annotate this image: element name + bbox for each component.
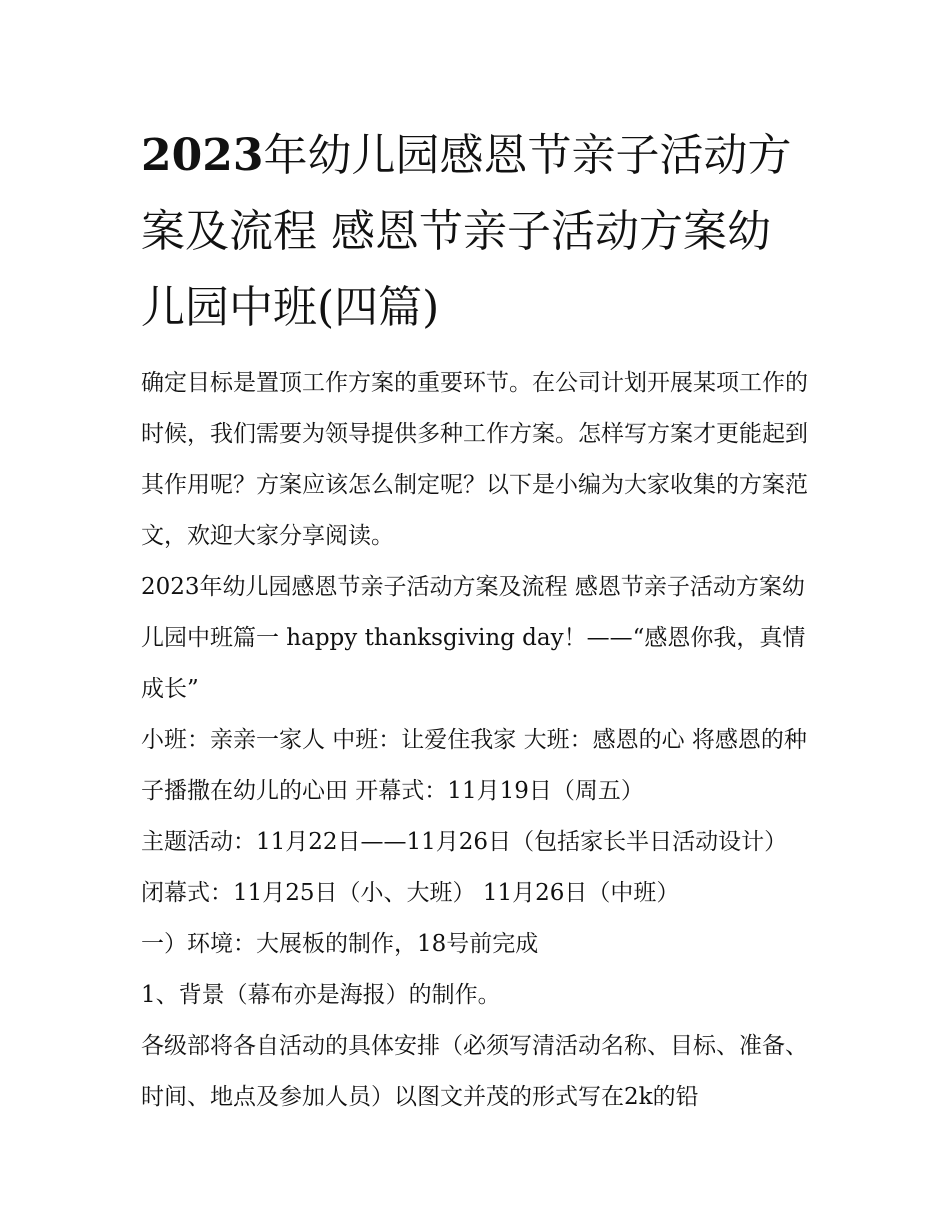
environment-paragraph: 一）环境：大展板的制作，18号前完成 (141, 931, 539, 957)
title-text: 年幼儿园感恩节亲子活动方案及流程 感恩节亲子活动方案幼儿园中班(四篇) (141, 130, 792, 333)
background-paragraph: 1、背景（幕布亦是海报）的制作。 (141, 982, 501, 1008)
section-heading-paragraph: 2023年幼儿园感恩节亲子活动方案及流程 感恩节亲子活动方案幼儿园中班篇一 happy thanksgiving day！——“感恩你我，真情成长” (141, 574, 806, 702)
title-year: 2023 (141, 130, 264, 181)
intro-paragraph: 确定目标是置顶工作方案的重要环节。在公司计划开展某项工作的时候，我们需要为领导提供多种工作方案。怎样写方案才更能起到其作用呢？方案应该怎么制定呢？以下是小编为大家收集的方案范文，欢迎大家分享阅读。 (141, 370, 808, 549)
schedule-paragraph: 主题活动：11月22日——11月26日（包括家长半日活动设计） 闭幕式：11月25日（小、大班） 11月26日（中班） (141, 829, 788, 906)
arrangement-paragraph: 各级部将各自活动的具体安排（必须写清活动名称、目标、准备、时间、地点及参加人员）以图文并茂的形式写在2k的铅 (141, 1033, 808, 1110)
class-themes-paragraph: 小班：亲亲一家人 中班：让爱住我家 大班：感恩的心 将感恩的种子播撒在幼儿的心田 开幕式：11月19日（周五） (141, 727, 807, 804)
document-page (141, 118, 813, 1123)
document-body (141, 358, 813, 1123)
document-title (141, 118, 813, 346)
